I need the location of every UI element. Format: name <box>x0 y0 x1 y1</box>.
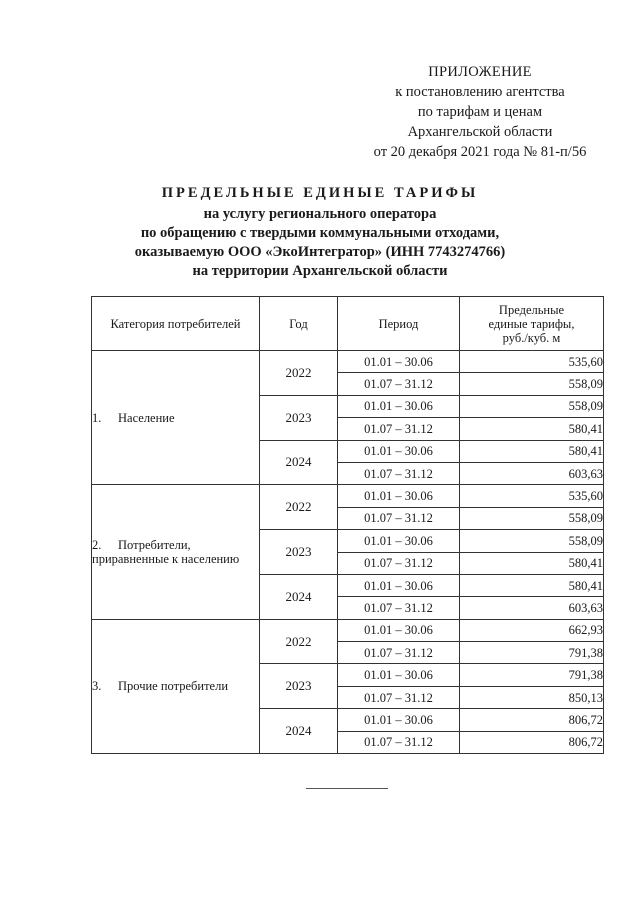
table-row <box>92 619 604 641</box>
tariff-value-cell: 791,38 <box>460 642 604 664</box>
year-cell: 2023 <box>260 530 338 575</box>
appendix-block <box>350 62 610 162</box>
document-subtitle: по обращению с твердыми коммунальными отходами, <box>140 225 500 241</box>
tariff-value-cell: 580,41 <box>460 418 604 440</box>
period-cell: 01.07 – 31.12 <box>338 552 460 574</box>
tariff-table <box>91 296 604 754</box>
period-cell: 01.01 – 30.06 <box>338 485 460 507</box>
tariff-table-body <box>92 351 604 754</box>
period-cell: 01.01 – 30.06 <box>338 664 460 686</box>
tariff-value-cell: 558,09 <box>460 530 604 552</box>
document-subtitle: на территории Архангельской области <box>192 263 448 279</box>
period-cell: 01.01 – 30.06 <box>338 619 460 641</box>
consumer-category <box>92 619 260 753</box>
tariff-value-cell: 535,60 <box>460 485 604 507</box>
table-row <box>92 485 604 507</box>
appendix-line: к постановлению агентства <box>395 84 565 100</box>
table-row <box>92 351 604 373</box>
consumer-category <box>92 485 260 619</box>
period-cell: 01.01 – 30.06 <box>338 709 460 731</box>
header-category: Категория потребителей <box>92 297 260 351</box>
period-cell: 01.07 – 31.12 <box>338 597 460 619</box>
appendix-line: Архангельской области <box>407 124 553 140</box>
year-cell: 2024 <box>260 574 338 619</box>
tariff-value-cell: 603,63 <box>460 462 604 484</box>
header-tariff-line: Предельные <box>498 302 565 317</box>
document-subtitle: на услугу регионального оператора <box>203 206 437 222</box>
category-number: 2. <box>92 538 102 553</box>
period-cell: 01.01 – 30.06 <box>338 530 460 552</box>
tariff-value-cell: 806,72 <box>460 731 604 753</box>
tariff-value-cell: 662,93 <box>460 619 604 641</box>
header-tariff <box>460 297 604 351</box>
tariff-value-cell: 558,09 <box>460 373 604 395</box>
appendix-line: по тарифам и ценам <box>417 104 543 120</box>
header-year: Год <box>260 297 338 351</box>
period-cell: 01.07 – 31.12 <box>338 642 460 664</box>
tariff-value-cell: 791,38 <box>460 664 604 686</box>
document-title-block <box>40 184 600 281</box>
category-label: Население <box>118 410 175 425</box>
tariff-value-cell: 558,09 <box>460 395 604 417</box>
document-subtitle: оказываемую ООО «ЭкоИнтегратор» (ИНН 7743274766) <box>134 244 506 260</box>
tariff-value-cell: 806,72 <box>460 709 604 731</box>
tariff-value-cell: 558,09 <box>460 507 604 529</box>
footer-divider <box>306 788 388 789</box>
table-header-row <box>92 297 604 351</box>
category-label: Прочие потребители <box>118 679 229 694</box>
header-tariff-line: руб./куб. м <box>502 330 561 345</box>
consumer-category <box>92 351 260 485</box>
header-period: Период <box>338 297 460 351</box>
category-number: 3. <box>92 679 102 694</box>
tariff-value-cell: 603,63 <box>460 597 604 619</box>
tariff-value-cell: 535,60 <box>460 351 604 373</box>
period-cell: 01.07 – 31.12 <box>338 731 460 753</box>
year-cell: 2022 <box>260 619 338 664</box>
category-label: Потребители, <box>118 538 191 553</box>
period-cell: 01.07 – 31.12 <box>338 507 460 529</box>
tariff-value-cell: 580,41 <box>460 552 604 574</box>
year-cell: 2023 <box>260 664 338 709</box>
period-cell: 01.01 – 30.06 <box>338 574 460 596</box>
period-cell: 01.07 – 31.12 <box>338 418 460 440</box>
tariff-value-cell: 580,41 <box>460 574 604 596</box>
tariff-value-cell: 580,41 <box>460 440 604 462</box>
period-cell: 01.07 – 31.12 <box>338 686 460 708</box>
period-cell: 01.01 – 30.06 <box>338 440 460 462</box>
period-cell: 01.01 – 30.06 <box>338 351 460 373</box>
appendix-date-number: от 20 декабря 2021 года № 81-п/56 <box>373 144 587 160</box>
appendix-title: ПРИЛОЖЕНИЕ <box>428 64 532 80</box>
tariff-value-cell: 850,13 <box>460 686 604 708</box>
header-tariff-line: единые тарифы, <box>488 316 575 331</box>
category-number: 1. <box>92 410 102 425</box>
year-cell: 2022 <box>260 351 338 396</box>
year-cell: 2022 <box>260 485 338 530</box>
period-cell: 01.07 – 31.12 <box>338 462 460 484</box>
year-cell: 2024 <box>260 440 338 485</box>
category-label-continued: приравненные к населению <box>92 552 240 567</box>
year-cell: 2023 <box>260 395 338 440</box>
period-cell: 01.01 – 30.06 <box>338 395 460 417</box>
year-cell: 2024 <box>260 709 338 754</box>
period-cell: 01.07 – 31.12 <box>338 373 460 395</box>
document-title: ПРЕДЕЛЬНЫЕ ЕДИНЫЕ ТАРИФЫ <box>161 185 479 201</box>
